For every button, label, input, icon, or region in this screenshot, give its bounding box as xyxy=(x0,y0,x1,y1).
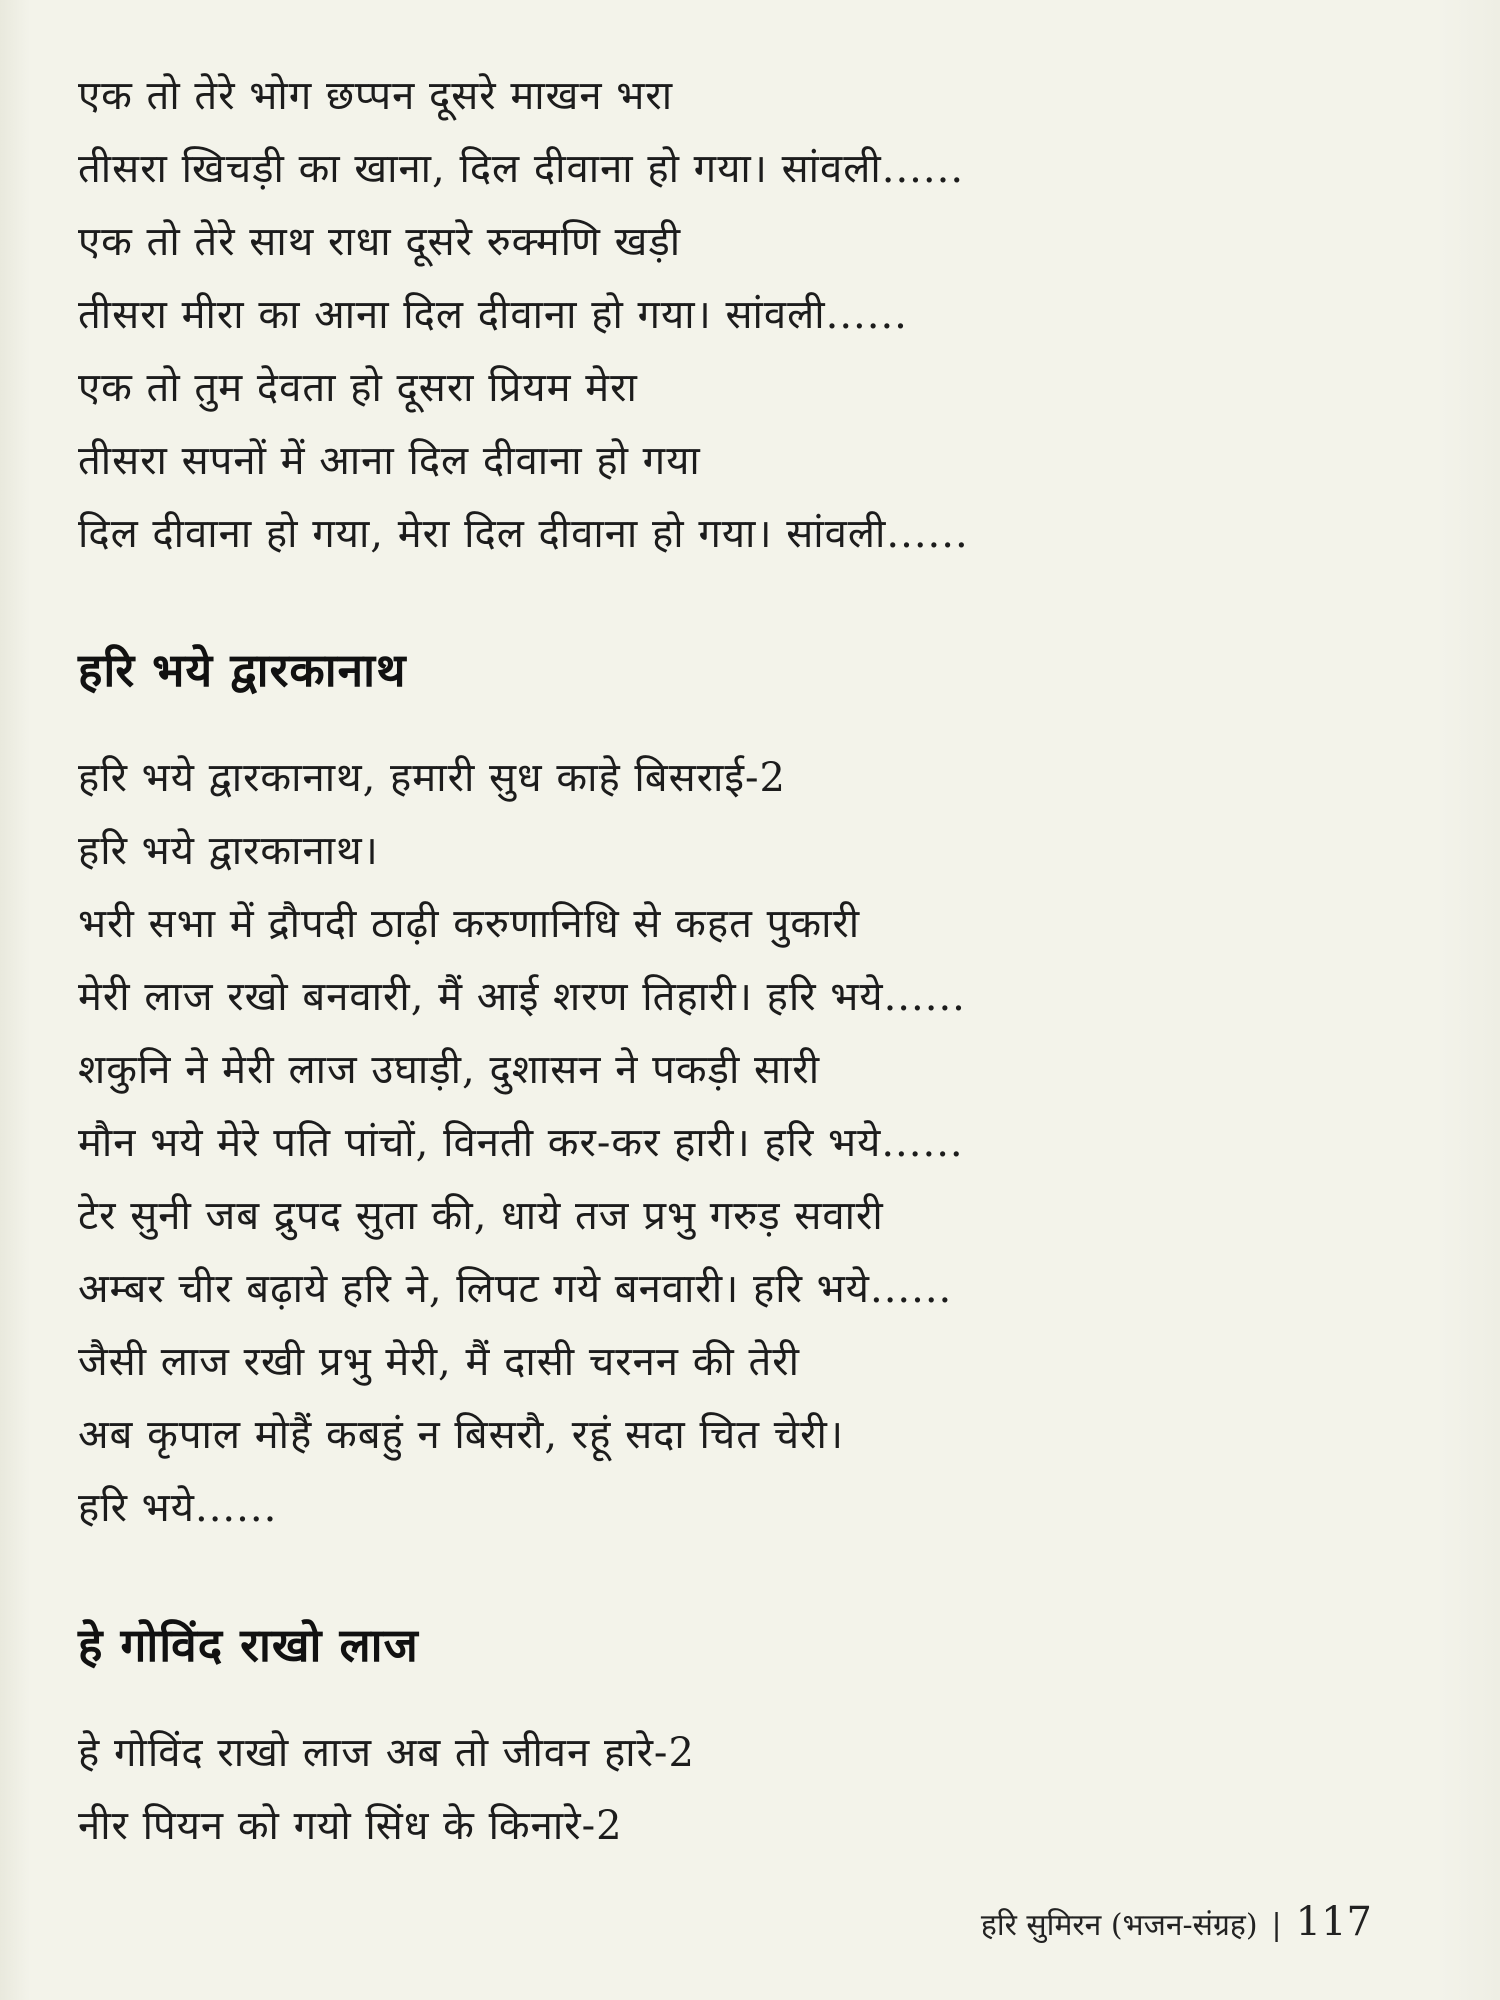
verse-line: दिल दीवाना हो गया, मेरा दिल दीवाना हो गया। सांवली...... xyxy=(78,511,969,557)
bhajan-verses xyxy=(78,742,1438,1863)
bhajan-title: हे गोविंद राखो लाज xyxy=(78,1618,419,1672)
verse-line: हरि भये द्वारकानाथ, हमारी सुध काहे बिसराई-2 xyxy=(78,755,786,801)
verse-line: हरि भये द्वारकानाथ। xyxy=(78,828,379,874)
verse-line: टेर सुनी जब द्रुपद सुता की, धाये तज प्रभु गरुड़ सवारी xyxy=(78,1193,884,1239)
bhajan-title: हरि भये द्वारकानाथ xyxy=(78,643,407,697)
verse-line: तीसरा खिचड़ी का खाना, दिल दीवाना हो गया। सांवली...... xyxy=(78,146,965,192)
verse-line: एक तो तेरे साथ राधा दूसरे रुक्मणि खड़ी xyxy=(78,219,682,265)
book-title: हरि सुमिरन (भजन-संग्रह) xyxy=(980,1908,1258,1943)
page-number: 117 xyxy=(1295,1899,1372,1945)
verse-line: मेरी लाज रखो बनवारी, मैं आई शरण तिहारी। हरि भये...... xyxy=(78,974,966,1020)
verse-line: अब कृपाल मोहैं कबहुं न बिसरौ, रहूं सदा चित चेरी। xyxy=(78,1412,845,1458)
verse-line: हे गोविंद राखो लाज अब तो जीवन हारे-2 xyxy=(78,1730,695,1776)
verse-line: मौन भये मेरे पति पांचों, विनती कर-कर हारी। हरि भये...... xyxy=(78,1120,964,1166)
verse-line: तीसरा सपनों में आना दिल दीवाना हो गया xyxy=(78,438,701,484)
verse-line: एक तो तुम देवता हो दूसरा प्रियम मेरा xyxy=(78,365,638,411)
footer-separator: | xyxy=(1271,1908,1282,1943)
verse-line: एक तो तेरे भोग छप्पन दूसरे माखन भरा xyxy=(78,73,674,119)
page-footer xyxy=(980,1899,1372,1946)
verse-line: अम्बर चीर बढ़ाये हरि ने, लिपट गये बनवारी। हरि भये...... xyxy=(78,1266,953,1312)
verse-line: जैसी लाज रखी प्रभु मेरी, मैं दासी चरनन की तेरी xyxy=(78,1339,801,1385)
verse-line: हरि भये...... xyxy=(78,1485,278,1531)
verse-line: भरी सभा में द्रौपदी ठाढ़ी करुणानिधि से कहत पुकारी xyxy=(78,901,861,947)
verse-line: नीर पियन को गयो सिंध के किनारे-2 xyxy=(78,1803,623,1849)
previous-bhajan-stanza xyxy=(78,60,1438,571)
verse-line: शकुनि ने मेरी लाज उघाड़ी, दुशासन ने पकड़ी सारी xyxy=(78,1047,821,1093)
verse-line: तीसरा मीरा का आना दिल दीवाना हो गया। सांवली...... xyxy=(78,292,908,338)
